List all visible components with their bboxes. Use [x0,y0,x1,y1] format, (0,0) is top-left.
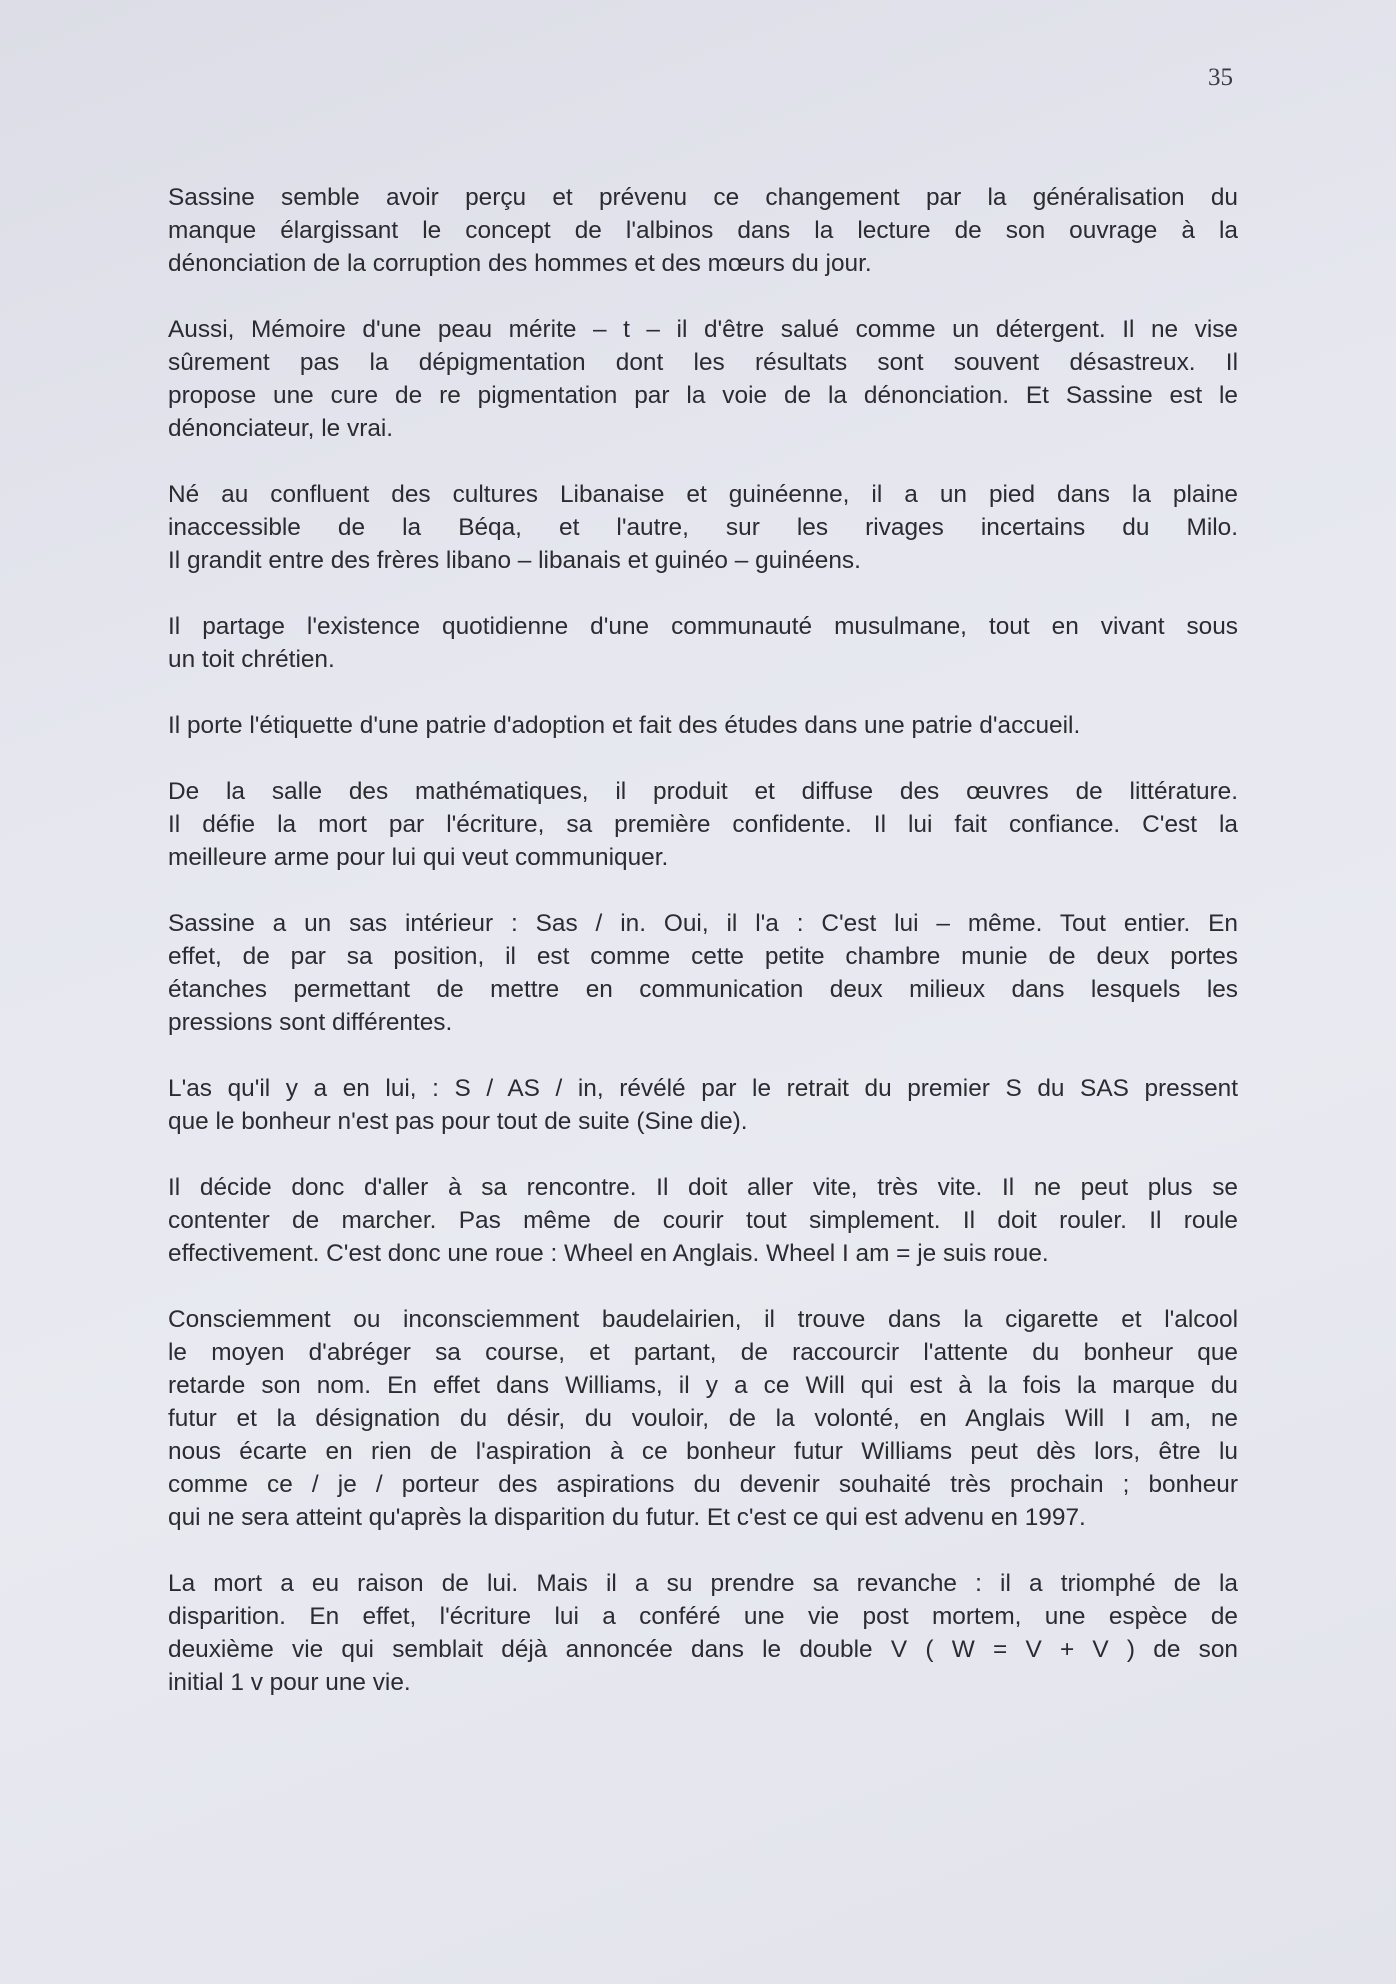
text-line: futur et la désignation du désir, du vouloir, de la volonté, en Anglais Will I am, ne [168,1405,1238,1432]
text-line: Aussi, Mémoire d'une peau mérite – t – il d'être salué comme un détergent. Il ne vise [168,316,1238,343]
text-line: effectivement. C'est donc une roue : Wheel en Anglais. Wheel I am = je suis roue. [168,1240,1049,1267]
paragraph [168,181,1238,280]
text-line: qui ne sera atteint qu'après la disparition du futur. Et c'est ce qui est advenu en 1997. [168,1504,1086,1531]
text-line: effet, de par sa position, il est comme cette petite chambre munie de deux portes [168,943,1238,970]
text-line: meilleure arme pour lui qui veut communiquer. [168,844,669,871]
text-line: un toit chrétien. [168,646,335,673]
text-line: dénonciation de la corruption des hommes et des mœurs du jour. [168,250,872,277]
paragraph [168,709,1238,742]
text-line: De la salle des mathématiques, il produit et diffuse des œuvres de littérature. [168,778,1238,805]
text-line: le moyen d'abréger sa course, et partant, de raccourcir l'attente du bonheur que [168,1339,1238,1366]
text-line: Il défie la mort par l'écriture, sa première confidente. Il lui fait confiance. C'est la [168,811,1238,838]
paragraph [168,610,1238,676]
paragraph [168,907,1238,1039]
text-line: disparition. En effet, l'écriture lui a conféré une vie post mortem, une espèce de [168,1603,1238,1630]
text-line: que le bonheur n'est pas pour tout de suite (Sine die). [168,1108,748,1135]
text-line: initial 1 v pour une vie. [168,1669,411,1696]
text-line: Consciemment ou inconsciemment baudelairien, il trouve dans la cigarette et l'alcool [168,1306,1238,1333]
text-line: Il porte l'étiquette d'une patrie d'adoption et fait des études dans une patrie d'accueil. [168,712,1081,739]
text-line: Né au confluent des cultures Libanaise et guinéenne, il a un pied dans la plaine [168,481,1238,508]
text-line: propose une cure de re pigmentation par la voie de la dénonciation. Et Sassine est le [168,382,1238,409]
text-line: manque élargissant le concept de l'albinos dans la lecture de son ouvrage à la [168,217,1238,244]
text-line: Il grandit entre des frères libano – libanais et guinéo – guinéens. [168,547,861,574]
text-line: L'as qu'il y a en lui, : S / AS / in, révélé par le retrait du premier S du SAS pressent [168,1075,1238,1102]
text-line: étanches permettant de mettre en communication deux milieux dans lesquels les [168,976,1238,1003]
text-line: Sassine semble avoir perçu et prévenu ce changement par la généralisation du [168,184,1238,211]
paragraph [168,478,1238,577]
text-line: La mort a eu raison de lui. Mais il a su prendre sa revanche : il a triomphé de la [168,1570,1238,1597]
paragraph [168,1171,1238,1270]
text-line: deuxième vie qui semblait déjà annoncée dans le double V ( W = V + V ) de son [168,1636,1238,1663]
paragraph [168,1567,1238,1699]
text-line: Il décide donc d'aller à sa rencontre. Il doit aller vite, très vite. Il ne peut plus se [168,1174,1238,1201]
text-line: retarde son nom. En effet dans Williams, il y a ce Will qui est à la fois la marque du [168,1372,1238,1399]
paragraph [168,775,1238,874]
paragraph [168,1072,1238,1138]
text-line: Sassine a un sas intérieur : Sas / in. Oui, il l'a : C'est lui – même. Tout entier. En [168,910,1238,937]
text-line: nous écarte en rien de l'aspiration à ce bonheur futur Williams peut dès lors, être lu [168,1438,1238,1465]
text-line: comme ce / je / porteur des aspirations du devenir souhaité très prochain ; bonheur [168,1471,1238,1498]
body-text [168,181,1238,1732]
text-line: pressions sont différentes. [168,1009,453,1036]
paragraph [168,1303,1238,1534]
page-number: 35 [1208,64,1233,91]
text-line: Il partage l'existence quotidienne d'une communauté musulmane, tout en vivant sous [168,613,1238,640]
text-line: inaccessible de la Béqa, et l'autre, sur les rivages incertains du Milo. [168,514,1238,541]
paragraph [168,313,1238,445]
text-line: dénonciateur, le vrai. [168,415,394,442]
text-line: sûrement pas la dépigmentation dont les résultats sont souvent désastreux. Il [168,349,1238,376]
text-line: contenter de marcher. Pas même de courir tout simplement. Il doit rouler. Il roule [168,1207,1238,1234]
